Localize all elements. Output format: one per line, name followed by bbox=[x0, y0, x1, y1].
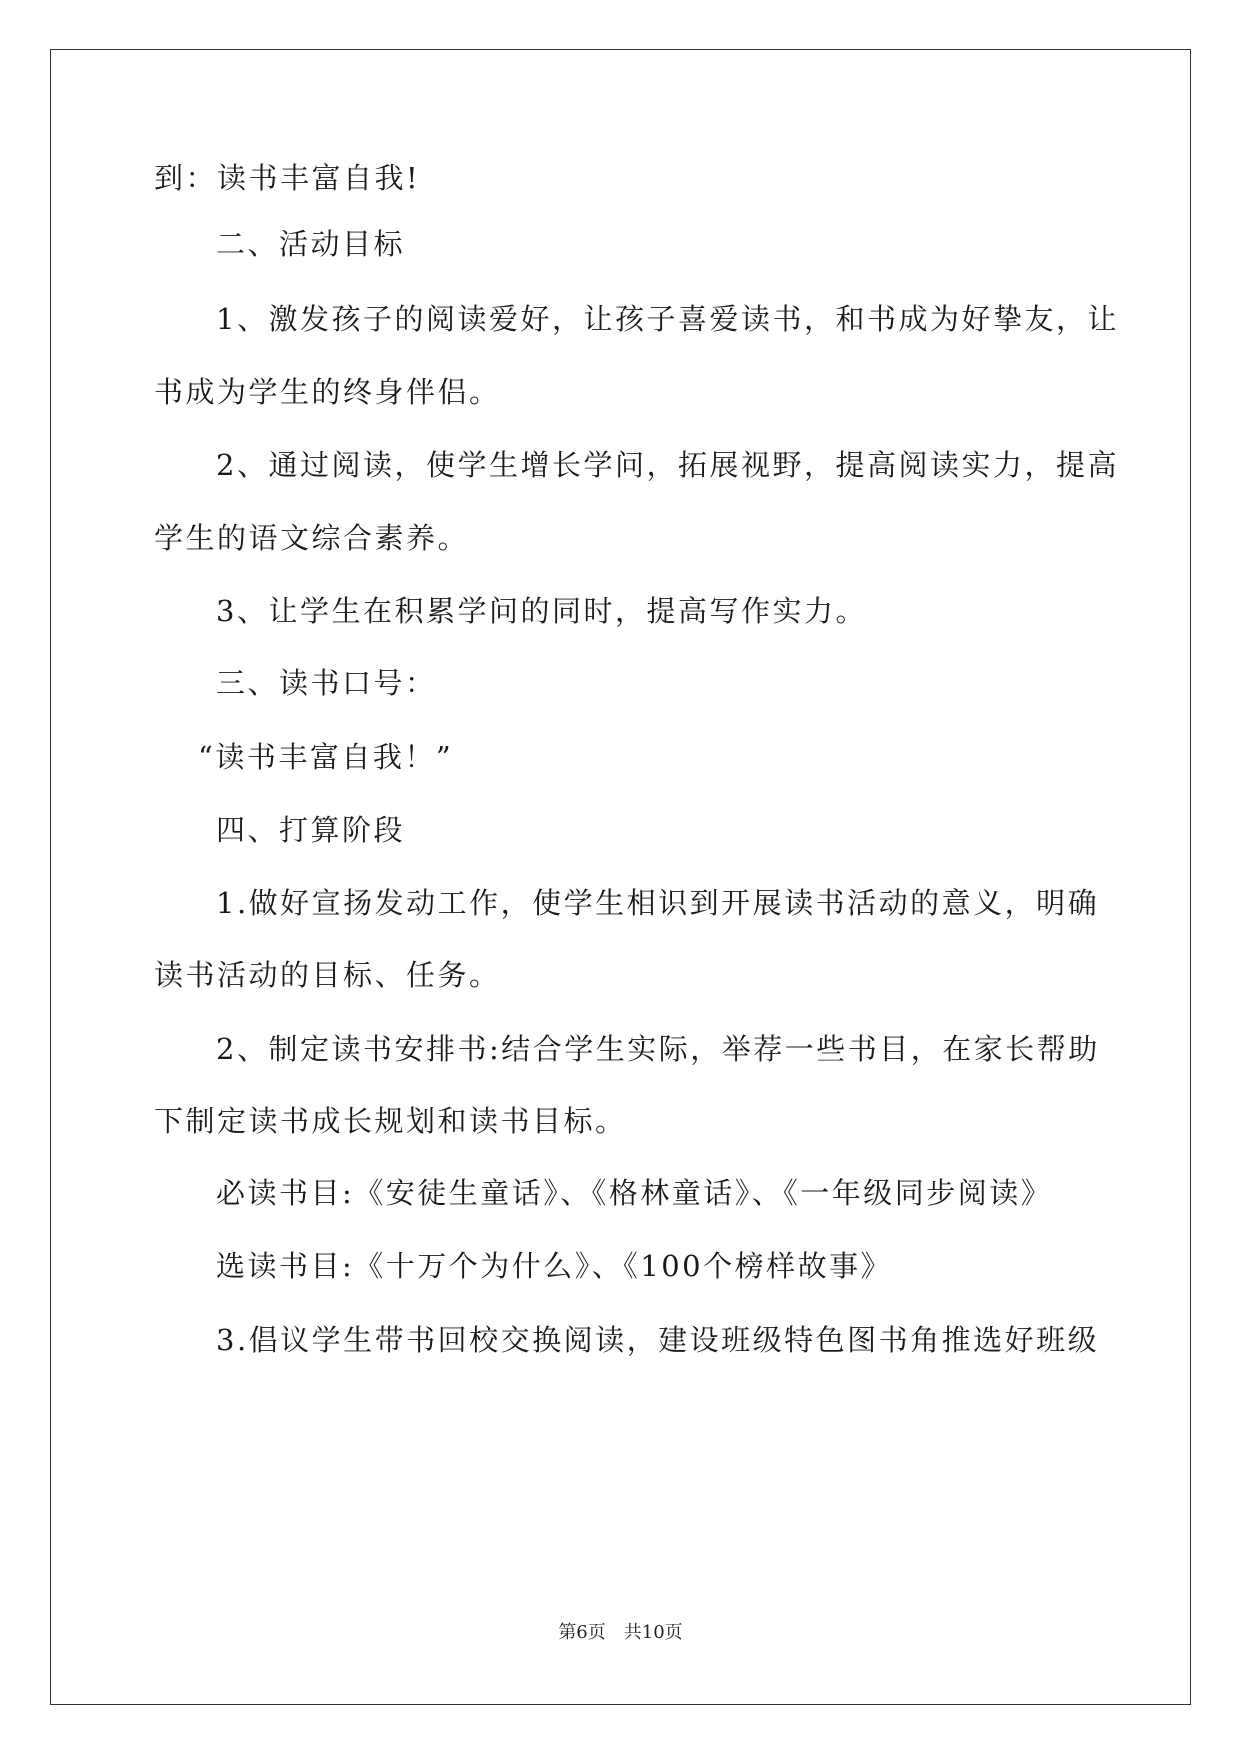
text-line: 到：读书丰富自我! bbox=[154, 161, 421, 195]
text-line: 1.做好宣扬发动工作，使学生相识到开展读书活动的意义，明确 bbox=[216, 886, 1100, 920]
text-line: 3.倡议学生带书回校交换阅读，建设班级特色图书角推选好班级 bbox=[216, 1323, 1100, 1357]
page-number: 第6页 bbox=[558, 1622, 606, 1643]
section-heading: 三、读书口号： bbox=[216, 666, 437, 700]
text-line: 2、通过阅读，使学生增长学问，拓展视野，提高阅读实力，提高 bbox=[216, 448, 1119, 482]
text-line: 2、制定读书安排书:结合学生实际，举荐一些书目，在家长帮助 bbox=[216, 1032, 1100, 1066]
section-heading: 四、打算阶段 bbox=[216, 813, 406, 847]
section-heading: 二、活动目标 bbox=[216, 227, 406, 261]
optional-reading-line: 选读书目:《十万个为什么》、《100个榜样故事》 bbox=[216, 1249, 893, 1283]
text-line: 下制定读书成长规划和读书目标。 bbox=[154, 1104, 627, 1138]
page-footer bbox=[0, 1621, 1241, 1645]
text-line: 读书活动的目标、任务。 bbox=[154, 958, 501, 992]
slogan-text: “读书丰富自我！” bbox=[198, 740, 454, 774]
text-line: 1、激发孩子的阅读爱好，让孩子喜爱读书，和书成为好挚友，让 bbox=[216, 302, 1119, 336]
page-border bbox=[50, 49, 1191, 1705]
required-reading-line: 必读书目:《安徒生童话》、《格林童话》、《一年级同步阅读》 bbox=[216, 1176, 1053, 1210]
text-line: 学生的语文综合素养。 bbox=[154, 521, 470, 555]
text-line: 书成为学生的终身伴侣。 bbox=[154, 375, 501, 409]
page-total: 共10页 bbox=[623, 1622, 683, 1643]
text-line: 3、让学生在积累学问的同时，提高写作实力。 bbox=[216, 594, 867, 628]
